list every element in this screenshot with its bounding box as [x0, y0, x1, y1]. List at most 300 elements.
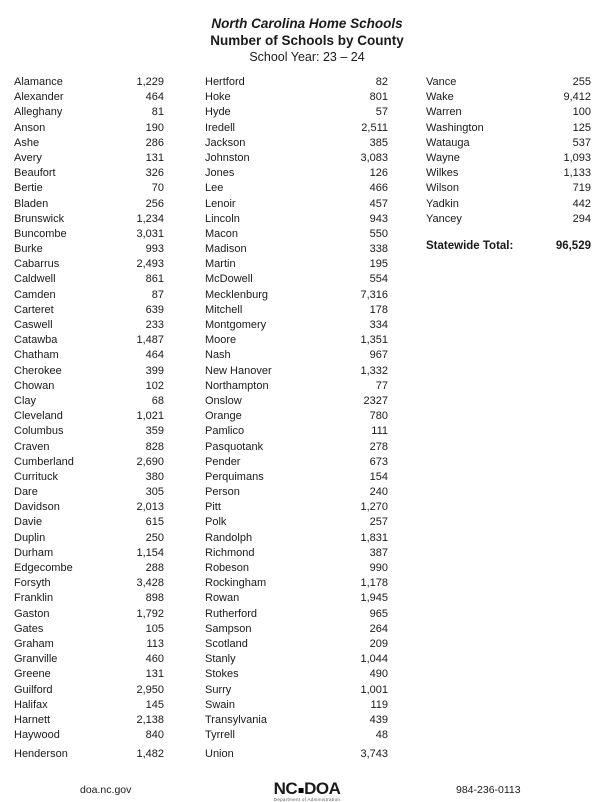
- county-value: 113: [146, 637, 164, 650]
- county-name: Northampton: [205, 379, 269, 392]
- county-value: 100: [572, 106, 591, 119]
- county-name: Chatham: [14, 349, 59, 362]
- county-name: Dare: [14, 486, 38, 499]
- county-name: Johnston: [205, 151, 250, 164]
- county-value: 861: [145, 273, 164, 286]
- ncdoa-logo-subtitle: Department of Administration: [273, 796, 341, 802]
- county-name: Pender: [205, 455, 241, 468]
- county-value: 719: [572, 182, 591, 195]
- county-name: Franklin: [14, 592, 54, 605]
- table-row: [14, 501, 164, 516]
- table-row: [14, 273, 164, 288]
- county-name: Bertie: [14, 182, 43, 195]
- county-value: 399: [145, 364, 164, 377]
- county-value: 131: [145, 151, 164, 164]
- county-value: 77: [375, 379, 388, 392]
- county-column-2: [205, 76, 388, 763]
- table-row: [205, 516, 388, 531]
- county-value: 240: [369, 486, 388, 499]
- county-name: Alexander: [14, 91, 64, 104]
- county-name: Guilford: [14, 683, 53, 696]
- table-row: [426, 106, 591, 121]
- county-name: Anson: [14, 121, 46, 134]
- county-value: 178: [369, 303, 388, 316]
- table-row: [205, 592, 388, 607]
- county-value: 457: [369, 197, 388, 210]
- table-row: [14, 289, 164, 304]
- table-row: [14, 349, 164, 364]
- county-name: Orange: [205, 410, 242, 423]
- county-value: 111: [371, 425, 388, 438]
- county-value: 1,332: [360, 364, 388, 377]
- table-row: [426, 182, 591, 197]
- table-row: [426, 91, 591, 106]
- county-name: Perquimans: [205, 470, 264, 483]
- county-value: 105: [145, 622, 164, 635]
- table-row: [14, 608, 164, 623]
- county-name: Buncombe: [14, 227, 67, 240]
- county-name: Burke: [14, 243, 43, 256]
- county-name: Craven: [14, 440, 50, 453]
- county-name: Forsyth: [14, 577, 51, 590]
- table-row: [205, 91, 388, 106]
- county-value: 466: [369, 182, 388, 195]
- table-row: [14, 456, 164, 471]
- table-row: [205, 167, 388, 182]
- county-name: Pasquotank: [205, 440, 264, 453]
- table-row: [205, 562, 388, 577]
- county-name: Mitchell: [205, 303, 243, 316]
- county-rows-3: [426, 76, 591, 228]
- table-row: [14, 228, 164, 243]
- table-row: [14, 410, 164, 425]
- table-row: [426, 167, 591, 182]
- county-name: Graham: [14, 637, 54, 650]
- table-row: [14, 699, 164, 714]
- county-name: Polk: [205, 516, 227, 529]
- county-value: 554: [369, 273, 388, 286]
- county-value: 3,083: [360, 151, 388, 164]
- county-value: 490: [369, 668, 388, 681]
- county-value: 257: [369, 516, 388, 529]
- table-row: [14, 653, 164, 668]
- county-value: 2,950: [136, 683, 164, 696]
- county-name: Randolph: [205, 531, 253, 544]
- table-row: [426, 122, 591, 137]
- logo-dot-icon: [298, 788, 303, 793]
- county-rows-1: [14, 76, 164, 763]
- county-value: 3,428: [136, 577, 164, 590]
- county-value: 154: [369, 470, 388, 483]
- statewide-total-value: 96,529: [555, 239, 591, 252]
- table-row: [205, 456, 388, 471]
- county-name: Surry: [205, 683, 232, 696]
- county-value: 1,234: [136, 212, 164, 225]
- county-name: Greene: [14, 668, 51, 681]
- county-name: Cherokee: [14, 364, 62, 377]
- county-name: Wake: [426, 91, 454, 104]
- table-row: [14, 258, 164, 273]
- table-row: [205, 532, 388, 547]
- county-column-1: [14, 76, 164, 763]
- table-row: [14, 334, 164, 349]
- table-row: [205, 699, 388, 714]
- county-value: 334: [369, 319, 388, 331]
- county-value: 48: [375, 729, 388, 742]
- county-value: 209: [369, 637, 388, 650]
- county-value: 256: [145, 197, 164, 210]
- county-name: Cabarrus: [14, 258, 60, 271]
- county-name: Alleghany: [14, 106, 63, 119]
- table-row: [426, 152, 591, 167]
- county-name: McDowell: [205, 273, 253, 286]
- county-value: 286: [145, 136, 164, 149]
- table-row: [14, 486, 164, 501]
- county-value: 338: [369, 243, 388, 256]
- county-value: 1,021: [136, 410, 164, 423]
- table-row: [205, 198, 388, 213]
- county-name: Moore: [205, 334, 237, 347]
- county-value: 68: [151, 394, 164, 407]
- county-value: 3,031: [136, 227, 164, 240]
- table-row: [205, 395, 388, 410]
- table-row: [205, 349, 388, 364]
- table-row: [205, 668, 388, 683]
- county-name: Madison: [205, 243, 247, 256]
- document-header: [0, 15, 614, 66]
- county-value: 145: [145, 698, 164, 711]
- county-name: Bladen: [14, 197, 49, 210]
- county-value: 126: [369, 167, 388, 180]
- county-value: 639: [145, 303, 164, 316]
- county-value: 57: [375, 106, 388, 119]
- county-value: 255: [572, 76, 591, 88]
- county-value: 359: [145, 425, 164, 438]
- county-value: 195: [369, 258, 388, 271]
- county-value: 460: [145, 653, 164, 666]
- county-value: 1,178: [360, 577, 388, 590]
- table-row: [14, 365, 164, 380]
- table-row: [14, 137, 164, 152]
- county-value: 439: [369, 713, 388, 726]
- county-column-3: [426, 76, 591, 252]
- county-name: Sampson: [205, 622, 252, 635]
- county-value: 464: [145, 91, 164, 104]
- table-row: [205, 152, 388, 167]
- table-row: [205, 228, 388, 243]
- county-name: Harnett: [14, 713, 51, 726]
- table-row: [426, 198, 591, 213]
- county-name: Currituck: [14, 470, 59, 483]
- county-value: 326: [145, 167, 164, 180]
- county-name: Iredell: [205, 121, 235, 134]
- county-name: Davidson: [14, 501, 60, 514]
- county-value: 9,412: [563, 91, 591, 104]
- table-row: [14, 623, 164, 638]
- table-row: [205, 714, 388, 729]
- statewide-total-label: Statewide Total:: [426, 239, 514, 252]
- county-name: Martin: [205, 258, 236, 271]
- table-row: [205, 410, 388, 425]
- table-row: [205, 608, 388, 623]
- county-name: Carteret: [14, 303, 54, 316]
- county-name: Avery: [14, 151, 42, 164]
- county-value: 264: [369, 622, 388, 635]
- table-row: [205, 106, 388, 121]
- table-row: [14, 319, 164, 334]
- ncdoa-logo-text: [274, 780, 341, 797]
- county-value: 2,013: [136, 501, 164, 514]
- county-value: 828: [145, 440, 164, 453]
- table-row: [205, 273, 388, 288]
- county-name: Transylvania: [205, 713, 267, 726]
- table-row: [14, 425, 164, 440]
- county-value: 1,351: [360, 334, 388, 347]
- ncdoa-logo: [274, 780, 341, 802]
- county-value: 990: [369, 562, 388, 574]
- county-name: Pitt: [205, 501, 221, 514]
- county-value: 250: [145, 531, 164, 544]
- county-name: Rockingham: [205, 577, 267, 590]
- county-name: Camden: [14, 288, 56, 301]
- county-name: Onslow: [205, 394, 242, 407]
- table-row: [14, 577, 164, 592]
- table-row: [205, 501, 388, 516]
- footer-website-link[interactable]: doa.nc.gov: [80, 784, 132, 796]
- table-row: [14, 106, 164, 121]
- county-value: 1,831: [360, 531, 388, 544]
- county-value: 125: [572, 121, 591, 134]
- county-value: 3,743: [360, 748, 388, 761]
- table-row: [14, 380, 164, 395]
- county-name: Yadkin: [426, 197, 459, 210]
- table-row: [205, 319, 388, 334]
- statewide-total-row: [426, 240, 591, 252]
- county-name: Caswell: [14, 319, 53, 331]
- county-name: Stanly: [205, 653, 236, 666]
- table-row: [14, 198, 164, 213]
- county-value: 70: [151, 182, 164, 195]
- county-value: 780: [369, 410, 388, 423]
- county-value: 1,133: [563, 167, 591, 180]
- table-row: [205, 425, 388, 440]
- table-row: [205, 122, 388, 137]
- county-value: 385: [369, 136, 388, 149]
- document-footer: [0, 768, 614, 802]
- county-name: Brunswick: [14, 212, 65, 225]
- county-name: Macon: [205, 227, 239, 240]
- table-row: [14, 547, 164, 562]
- county-rows-2: [205, 76, 388, 763]
- county-name: Pamlico: [205, 425, 245, 438]
- county-name: Lenoir: [205, 197, 236, 210]
- county-name: Lincoln: [205, 212, 240, 225]
- county-name: Hertford: [205, 76, 245, 88]
- table-row: [205, 471, 388, 486]
- county-value: 119: [370, 698, 388, 711]
- county-name: Person: [205, 486, 240, 499]
- county-name: Wilkes: [426, 167, 459, 180]
- table-row: [14, 441, 164, 456]
- table-row: [205, 243, 388, 258]
- county-value: 288: [145, 562, 164, 574]
- table-row: [14, 122, 164, 137]
- table-row: [14, 748, 164, 763]
- county-value: 464: [145, 349, 164, 362]
- county-value: 1,482: [136, 748, 164, 761]
- county-name: Tyrrell: [205, 729, 235, 742]
- table-row: [14, 395, 164, 410]
- county-name: Gates: [14, 622, 44, 635]
- table-row: [14, 152, 164, 167]
- footer-phone: 984-236-0113: [456, 784, 521, 796]
- table-row: [205, 486, 388, 501]
- table-row: [205, 76, 388, 91]
- county-value: 1,945: [360, 592, 388, 605]
- county-value: 294: [572, 212, 591, 225]
- table-row: [205, 684, 388, 699]
- county-name: Swain: [205, 698, 235, 711]
- county-value: 840: [145, 729, 164, 742]
- county-name: Gaston: [14, 607, 50, 620]
- table-row: [205, 304, 388, 319]
- county-name: Robeson: [205, 562, 250, 574]
- table-row: [205, 441, 388, 456]
- table-row: [14, 532, 164, 547]
- county-name: Rutherford: [205, 607, 257, 620]
- table-row: [205, 182, 388, 197]
- county-value: 1,044: [360, 653, 388, 666]
- county-name: Lee: [205, 182, 224, 195]
- county-table: [14, 76, 591, 763]
- county-name: Rowan: [205, 592, 240, 605]
- county-name: Davie: [14, 516, 43, 529]
- county-value: 387: [369, 546, 388, 559]
- county-name: Stokes: [205, 668, 239, 681]
- county-name: Granville: [14, 653, 58, 666]
- table-row: [14, 729, 164, 744]
- table-row: [205, 729, 388, 744]
- table-row: [14, 668, 164, 683]
- county-name: Edgecombe: [14, 562, 73, 574]
- table-row: [14, 471, 164, 486]
- county-value: 2,690: [136, 455, 164, 468]
- county-name: Cumberland: [14, 455, 74, 468]
- county-name: Haywood: [14, 729, 60, 742]
- county-value: 7,316: [360, 288, 388, 301]
- county-name: Wilson: [426, 182, 460, 195]
- logo-nc-text: NC: [273, 778, 298, 798]
- county-name: Union: [205, 748, 234, 761]
- county-value: 1,229: [136, 76, 164, 88]
- county-value: 801: [369, 91, 388, 104]
- county-value: 82: [375, 76, 388, 88]
- county-name: Halifax: [14, 698, 48, 711]
- county-value: 2327: [363, 394, 388, 407]
- table-row: [205, 137, 388, 152]
- table-row: [205, 547, 388, 562]
- county-value: 1,154: [136, 546, 164, 559]
- table-row: [205, 577, 388, 592]
- table-row: [14, 213, 164, 228]
- county-name: Duplin: [14, 531, 46, 544]
- county-name: Clay: [14, 394, 37, 407]
- county-value: 1,093: [563, 151, 591, 164]
- county-name: Nash: [205, 349, 231, 362]
- county-name: Columbus: [14, 425, 64, 438]
- table-row: [205, 258, 388, 273]
- county-value: 131: [145, 668, 164, 681]
- county-value: 2,138: [136, 713, 164, 726]
- table-row: [205, 748, 388, 763]
- county-value: 442: [572, 197, 591, 210]
- county-name: Ashe: [14, 136, 40, 149]
- table-row: [14, 638, 164, 653]
- county-value: 1,487: [136, 334, 164, 347]
- county-name: Hyde: [205, 106, 231, 119]
- county-name: Henderson: [14, 748, 68, 761]
- school-year-line: School Year: 23 – 24: [249, 50, 365, 64]
- table-row: [205, 638, 388, 653]
- county-name: Vance: [426, 76, 457, 88]
- county-name: Caldwell: [14, 273, 56, 286]
- county-value: 233: [145, 319, 164, 331]
- table-row: [14, 243, 164, 258]
- county-name: Richmond: [205, 546, 255, 559]
- county-value: 537: [572, 136, 591, 149]
- county-name: Chowan: [14, 379, 55, 392]
- table-row: [205, 365, 388, 380]
- county-name: Catawba: [14, 334, 58, 347]
- county-value: 380: [145, 470, 164, 483]
- county-value: 1,001: [360, 683, 388, 696]
- logo-doa-text: DOA: [304, 778, 341, 798]
- county-value: 943: [369, 212, 388, 225]
- county-value: 305: [145, 486, 164, 499]
- county-value: 673: [369, 455, 388, 468]
- table-row: [14, 562, 164, 577]
- county-name: Scotland: [205, 637, 248, 650]
- county-value: 898: [145, 592, 164, 605]
- county-name: Warren: [426, 106, 462, 119]
- county-value: 87: [151, 288, 164, 301]
- county-value: 2,493: [136, 258, 164, 271]
- page-title: North Carolina Home Schools: [211, 16, 403, 31]
- county-name: Durham: [14, 546, 54, 559]
- county-name: Mecklenburg: [205, 288, 268, 301]
- county-name: Hoke: [205, 91, 231, 104]
- county-name: Jackson: [205, 136, 246, 149]
- county-value: 190: [145, 121, 164, 134]
- table-row: [205, 653, 388, 668]
- table-row: [426, 213, 591, 228]
- table-row: [14, 516, 164, 531]
- county-value: 615: [145, 516, 164, 529]
- table-row: [205, 213, 388, 228]
- page-subtitle: Number of Schools by County: [210, 33, 404, 48]
- table-row: [426, 76, 591, 91]
- county-name: Beaufort: [14, 167, 56, 180]
- county-value: 2,511: [361, 121, 388, 134]
- county-name: Watauga: [426, 136, 470, 149]
- table-row: [14, 167, 164, 182]
- county-name: Washington: [426, 121, 484, 134]
- county-value: 965: [369, 607, 388, 620]
- table-row: [14, 714, 164, 729]
- table-row: [205, 289, 388, 304]
- county-value: 993: [145, 243, 164, 256]
- county-value: 102: [145, 379, 164, 392]
